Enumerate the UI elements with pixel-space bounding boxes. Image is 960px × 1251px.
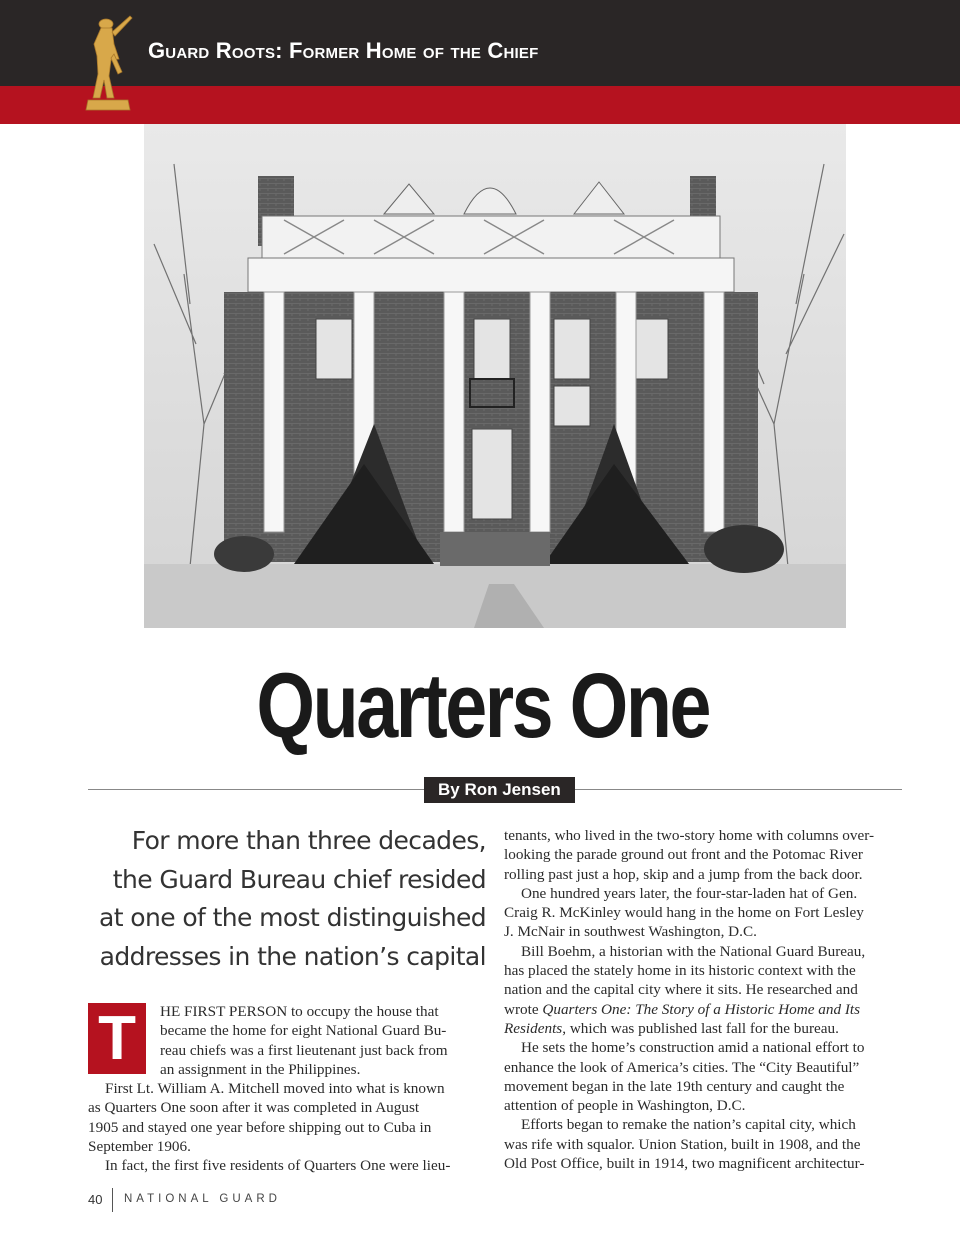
- body-line: 1905 and stayed one year before shipping out to Cuba in: [88, 1118, 432, 1136]
- pull-quote: [90, 822, 486, 976]
- footer-divider: [112, 1188, 113, 1212]
- body-line: rolling past just a hop, skip and a jump from the back door.: [504, 865, 863, 883]
- book-title: Residents: [504, 1019, 563, 1037]
- body-line: as Quarters One soon after it was completed in August: [88, 1099, 420, 1117]
- pull-quote-line: For more than three decades,: [131, 826, 486, 855]
- body-line: September 1906.: [88, 1138, 191, 1156]
- body-line-with-book-title: [504, 1019, 902, 1038]
- pull-quote-line: the Guard Bureau chief resided: [112, 864, 486, 894]
- body-line: was rife with squalor. Union Station, built in 1908, and the: [504, 1135, 861, 1153]
- body-line: an assignment in the Philippines.: [160, 1060, 361, 1078]
- body-line: became the home for eight National Guard Bu-: [160, 1022, 447, 1040]
- body-line: First Lt. William A. Mitchell moved into what is known: [105, 1080, 445, 1098]
- body-line: Old Post Office, built in 1914, two magnificent architectur-: [504, 1155, 865, 1173]
- article-byline: By Ron Jensen: [424, 777, 575, 803]
- minuteman-statue-icon: [84, 14, 136, 112]
- book-title: Quarters One: The Story of a Historic Home and Its: [542, 1000, 861, 1018]
- body-line: nation and the capital city where it sits. He researched and: [504, 981, 858, 999]
- body-line: Craig R. McKinley would hang in the home on Fort Lesley: [504, 904, 864, 922]
- body-line-with-book-title: [504, 1000, 902, 1019]
- header-red-band: [0, 86, 960, 124]
- body-line: attention of people in Washington, D.C.: [504, 1097, 746, 1115]
- body-text: , which was published last fall for the bureau.: [562, 1019, 839, 1037]
- body-line: In fact, the first five residents of Quarters One were lieu-: [105, 1157, 451, 1175]
- pull-quote-line: at one of the most distinguished: [99, 903, 486, 932]
- body-line: Bill Boehm, a historian with the National Guard Bureau,: [521, 942, 866, 960]
- pull-quote-line: addresses in the nation’s capital: [99, 941, 486, 971]
- body-line: HE FIRST PERSON to occupy the house that: [160, 1003, 439, 1020]
- drop-cap: T: [88, 1003, 146, 1074]
- body-column-left: [88, 1002, 482, 1176]
- article-headline: Quarters One: [256, 655, 710, 757]
- body-line: One hundred years later, the four-star-laden hat of Gen.: [521, 884, 858, 902]
- body-line: He sets the home’s construction amid a national effort to: [521, 1039, 865, 1057]
- body-line: enhance the look of America’s cities. The “City Beautiful”: [504, 1058, 860, 1076]
- quarters-one-house-photo: [144, 124, 846, 628]
- body-line: movement began in the late 19th century and caught the: [504, 1077, 845, 1095]
- body-line: Efforts began to remake the nation’s capital city, which: [521, 1116, 856, 1134]
- body-line: tenants, who lived in the two-story home with columns over-: [504, 827, 875, 844]
- body-line: looking the parade ground out front and the Potomac River: [504, 846, 863, 864]
- body-line: J. McNair in southwest Washington, D.C.: [504, 923, 757, 941]
- publication-name: NATIONAL GUARD: [124, 1193, 281, 1205]
- body-line: reau chiefs was a first lieutenant just back from: [160, 1041, 448, 1059]
- body-column-right: [504, 826, 902, 1173]
- body-text: wrote: [504, 1000, 543, 1018]
- section-title: Guard Roots: Former Home of the Chief: [148, 38, 539, 63]
- body-line: has placed the stately home in its historic context with the: [504, 962, 856, 980]
- page-number: 40: [88, 1192, 103, 1207]
